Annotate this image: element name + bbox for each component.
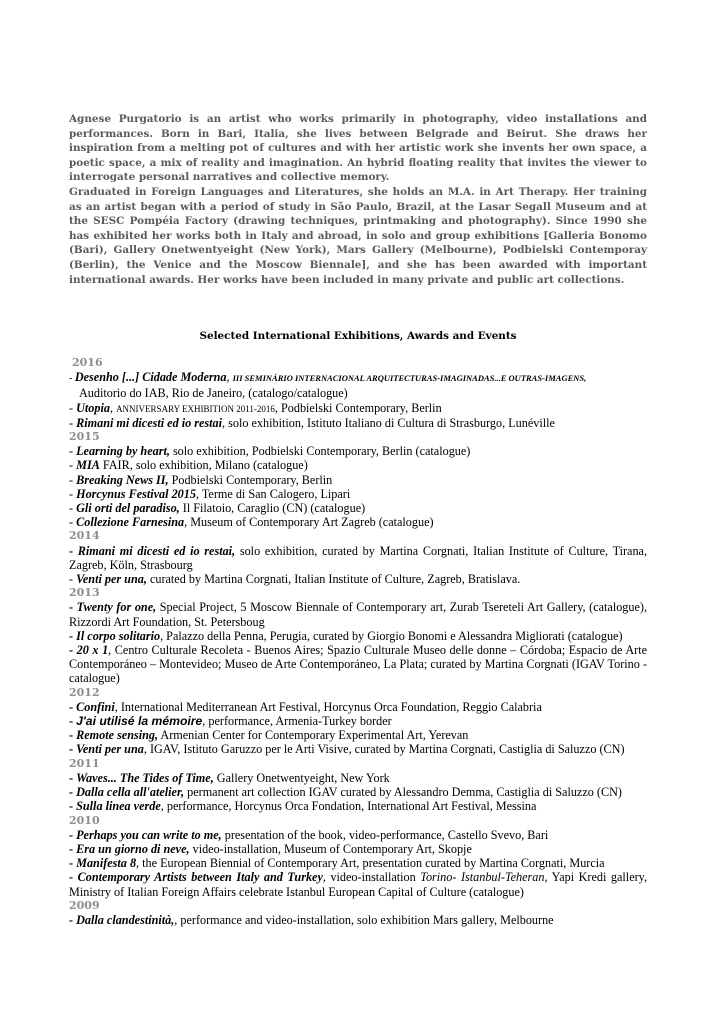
list-item: - Horcynus Festival 2015, Terme di San Calogero, Lipari (69, 486, 351, 501)
list-item: - Venti per una, IGAV, Istituto Garuzzo per le Arti Visive, curated by Martina Corgnati, Castiglia di Saluzzo (CN) (69, 742, 625, 757)
list-item: - Remote sensing, Armenian Center for Contemporary Experimental Art, Yerevan (69, 728, 469, 743)
section-heading: Selected International Exhibitions, Awards and Events (199, 330, 517, 342)
list-item: - Utopia, ANNIVERSARY EXHIBITION 2011-2016, Podbielski Contemporary, Berlin (69, 400, 442, 415)
year-2014: 2014 (69, 529, 100, 543)
bio-paragraph-2: Graduated in Foreign Languages and Literatures, she holds an M.A. in Art Therapy. Her training as an artist began with a period of study in São Paulo, Brazil, at the Lasar Segall Museum and at the SESC Pompéia Factory (drawing techniques, printmaking and photography). Since 1990 she has exhibited her works both in Italy and abroad, in solo and group exhibitions [Galleria Bonomo (Bari), Gallery Onetwentyeight (New York), Mars Gallery (Melbourne), Podbielski Contemporay (Berlin), the Venice and the Moscow Biennale], and she has been awarded with important international awards. Her works have been included in many private and public art collections. (69, 185, 647, 286)
list-item: - Confini, International Mediterranean Art Festival, Horcynus Orca Foundation, Reggio Calabria (69, 699, 542, 714)
list-item: - Waves... The Tides of Time, Gallery Onetwentyeight, New York (69, 770, 390, 785)
list-item: - Il corpo solitario, Palazzo della Penna, Perugia, curated by Giorgio Bonomi e Alessandra Migliorati (catalogue) (69, 628, 623, 643)
list-item: - Manifesta 8, the European Biennial of Contemporary Art, presentation curated by Martina Corgnati, Murcia (69, 856, 605, 871)
list-item: - 20 x 1, Centro Culturale Recoleta - Buenos Aires; Spazio Culturale Museo delle donne – Córdoba; Espacio de Arte Contemporáneo – Montevideo; Museo de Arte Contemporáneo, La Plata; curated by Martina Corgnati (IGAV Torino - catalogue) (69, 643, 648, 686)
list-item: - Sulla linea verde, performance, Horcynus Orca Fondation, International Art Festival, Messina (69, 799, 537, 814)
list-item: - Era un giorno di neve, video-installation, Museum of Contemporary Art, Skopje (69, 841, 472, 856)
list-item: - Gli orti del paradiso, Il Filatoio, Caraglio (CN) (catalogue) (69, 501, 366, 516)
list-item: - Dalla cella all'atelier, permanent art collection IGAV curated by Alessandro Demma, Castiglia di Saluzzo (CN) (69, 785, 622, 800)
list-item: - J'ai utilisé la mémoire, performance, Armenia-Turkey border (69, 714, 392, 729)
year-2010: 2010 (69, 813, 100, 827)
list-item: - Rimani mi dicesti ed io restai, solo exhibition, curated by Martina Corgnati, Italian Institute of Culture, Tirana, Zagreb, Köln, Strasbourg (69, 543, 647, 572)
list-item: - Dalla clandestinità,, performance and video-installation, solo exhibition Mars gallery, Melbourne (69, 912, 554, 927)
year-2011: 2011 (69, 756, 100, 770)
year-2009: 2009 (69, 898, 100, 912)
exhibitions-list (69, 356, 647, 927)
year-2012: 2012 (69, 685, 100, 699)
year-2016: 2016 (72, 356, 103, 369)
year-2015: 2015 (69, 430, 100, 444)
bio-paragraph-1: Agnese Purgatorio is an artist who works primarily in photography, video installations and performances. Born in Bari, Italia, she lives between Belgrade and Beirut. She draws her inspiration from a melting pot of cultures and with her artistic work she invents her own space, a poetic space, a mix of reality and imagination. An hybrid floating reality that invites the viewer to interrogate personal narratives and collective memory. (69, 113, 647, 184)
document-page (69, 112, 648, 927)
list-item: - Breaking News II, Podbielski Contemporary, Berlin (69, 472, 333, 487)
list-item: - Desenho [...] Cidade Moderna, III SEMINÁRIO INTERNACIONAL ARQUITECTURAS-IMAGINADAS...E OUTRAS-IMAGENS, Auditorio do IAB, Rio de Janeiro, (catalogo/catalogue) (69, 370, 587, 401)
list-item: - Rimani mi dicesti ed io restai, solo exhibition, Istituto Italiano di Cultura di Strasburgo, Lunéville (69, 415, 555, 430)
list-item: - Twenty for one, Special Project, 5 Moscow Biennale of Contemporary art, Zurab Tsereteli Art Gallery, (catalogue), Rizzordi Art Foundation, St. Petersboug (69, 600, 648, 629)
year-2013: 2013 (69, 586, 100, 600)
list-item: - MIA FAIR, solo exhibition, Milano (catalogue) (69, 458, 308, 473)
list-item: - Venti per una, curated by Martina Corgnati, Italian Institute of Culture, Zagreb, Bratislava. (69, 572, 521, 587)
list-item: - Perhaps you can write to me, presentation of the book, video-performance, Castello Svevo, Bari (69, 827, 549, 842)
list-item: - Learning by heart, solo exhibition, Podbielski Contemporary, Berlin (catalogue) (69, 444, 471, 459)
list-item: - Collezione Farnesina, Museum of Contemporary Art Zagreb (catalogue) (69, 515, 434, 530)
list-item: - Contemporary Artists between Italy and Turkey, video-installation Torino- Istanbul-Teheran, Yapi Kredi gallery, Ministry of Italian Foreign Affairs celebrate Istanbul European Capital of Culture (catalogue) (69, 870, 648, 899)
